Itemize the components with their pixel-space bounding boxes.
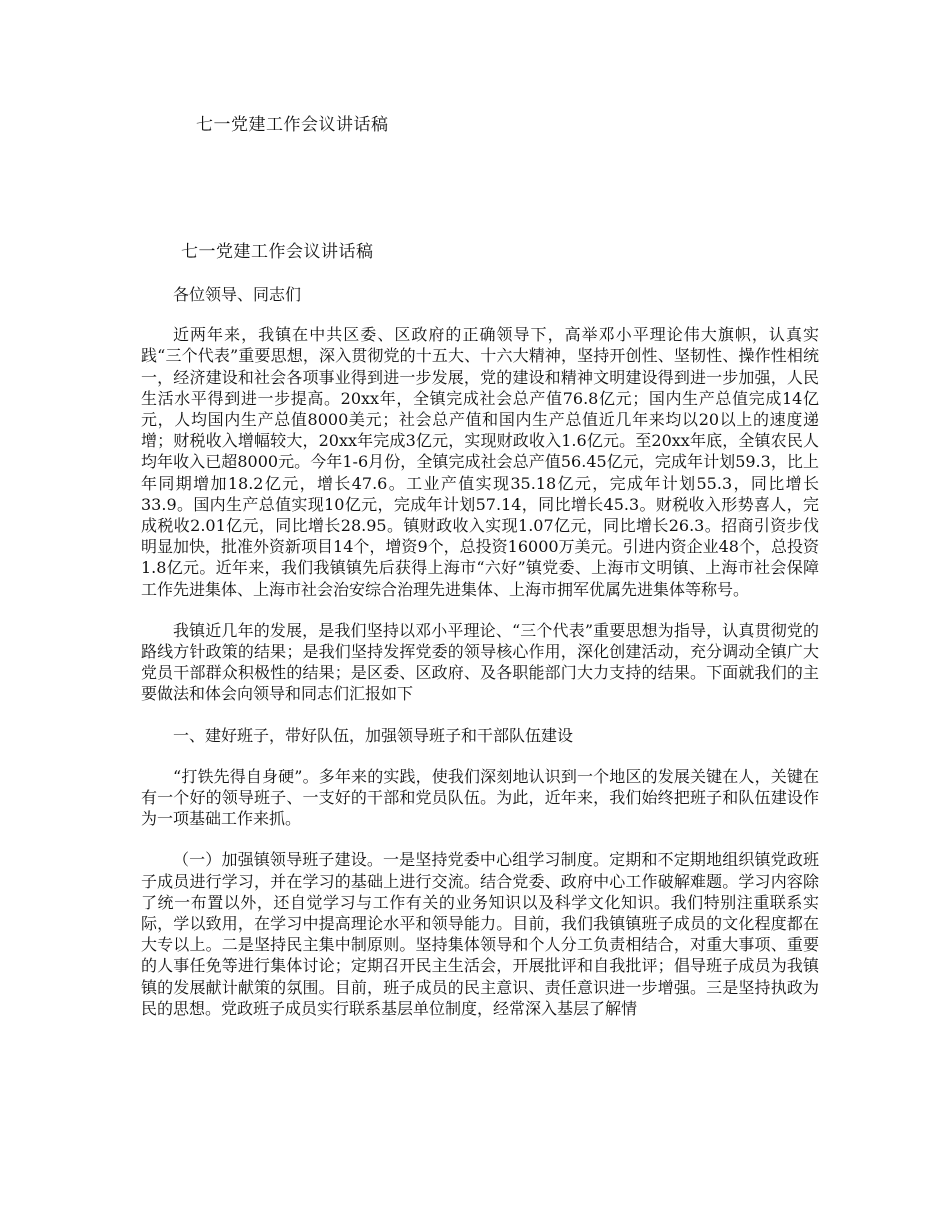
- salutation: 各位领导、同志们: [173, 285, 302, 304]
- paragraph-leadership-team: （一）加强镇领导班子建设。一是坚持党委中心组学习制度。定期和不定期地组织镇党政班子成员进行学习，并在学习的基础上进行交流。结合党委、政府中心工作破解难题。学习内容除了统一布置以外，还自觉学习与工作有关的业务知识以及科学文化知识。我们特别注重联系实际，学以致用，在学习中提高理论水平和领导能力。目前，我们我镇镇班子成员的文化程度都在大专以上。二是坚持民主集中制原则。坚持集体领导和个人分工负责相结合，对重大事项、重要的人事任免等进行集体讨论；定期召开民主生活会，开展批评和自我批评；倡导班子成员为我镇镇的发展献计献策的氛围。目前，班子成员的民主意识、责任意识进一步增强。三是坚持执政为民的思想。党政班子成员实行联系基层单位制度，经常深入基层了解情: [141, 850, 819, 1018]
- document-body: [141, 240, 819, 1039]
- paragraph-team-building: “打铁先得自身硬”。多年来的实践，使我们深刻地认识到一个地区的发展关键在人，关键在有一个好的领导班子、一支好的干部和党员队伍。为此，近年来，我们始终把班子和队伍建设作为一项基础工作来抓。: [141, 766, 819, 829]
- page-header-title: 七一党建工作会议讲话稿: [196, 115, 389, 135]
- paragraph-achievements: 近两年来，我镇在中共区委、区政府的正确领导下，高举邓小平理论伟大旗帜，认真实践“三个代表”重要思想，深入贯彻党的十五大、十六大精神，坚持开创性、坚韧性、操作性相统一，经济建设和社会各项事业得到进一步发展，党的建设和精神文明建设得到进一步加强，人民生活水平得到进一步提高。20xx年，全镇完成社会总产值76.8亿元；国内生产总值完成14亿元，人均国内生产总值8000美元；社会总产值和国内生产总值近几年来均以20以上的速度递增；财税收入增幅较大，20xx年完成3亿元，实现财政收入1.6亿元。至20xx年底，全镇农民人均年收入已超8000元。今年1-6月份，全镇完成社会总产值56.45亿元，完成年计划59.3，比上年同期增加18.2亿元，增长47.6。工业产值实现35.18亿元，完成年计划55.3，同比增长33.9。国内生产总值实现10亿元，完成年计划57.14，同比增长45.3。财税收入形势喜人，完成税收2.01亿元，同比增长28.95。镇财政收入实现1.07亿元，同比增长26.3。招商引资步伐明显加快，批准外资新项目14个，增资9个，总投资16000万美元。引进内资企业48个，总投资1.8亿元。近年来，我们我镇镇先后获得上海市“六好”镇党委、上海市文明镇、上海市社会保障工作先进集体、上海市社会治安综合治理先进集体、上海市拥军优属先进集体等称号。: [141, 325, 819, 599]
- paragraph-development-reasons: 我镇近几年的发展，是我们坚持以邓小平理论、“三个代表”重要思想为指导，认真贯彻党的路线方针政策的结果；是我们坚持发挥党委的领导核心作用，深化创建活动，充分调动全镇广大党员干部群众积极性的结果；是区委、区政府、及各职能部门大力支持的结果。下面就我们的主要做法和体会向领导和同志们汇报如下: [141, 620, 819, 704]
- document-title: 七一党建工作会议讲话稿: [181, 242, 374, 262]
- section-heading: 一、建好班子，带好队伍，加强领导班子和干部队伍建设: [173, 725, 574, 745]
